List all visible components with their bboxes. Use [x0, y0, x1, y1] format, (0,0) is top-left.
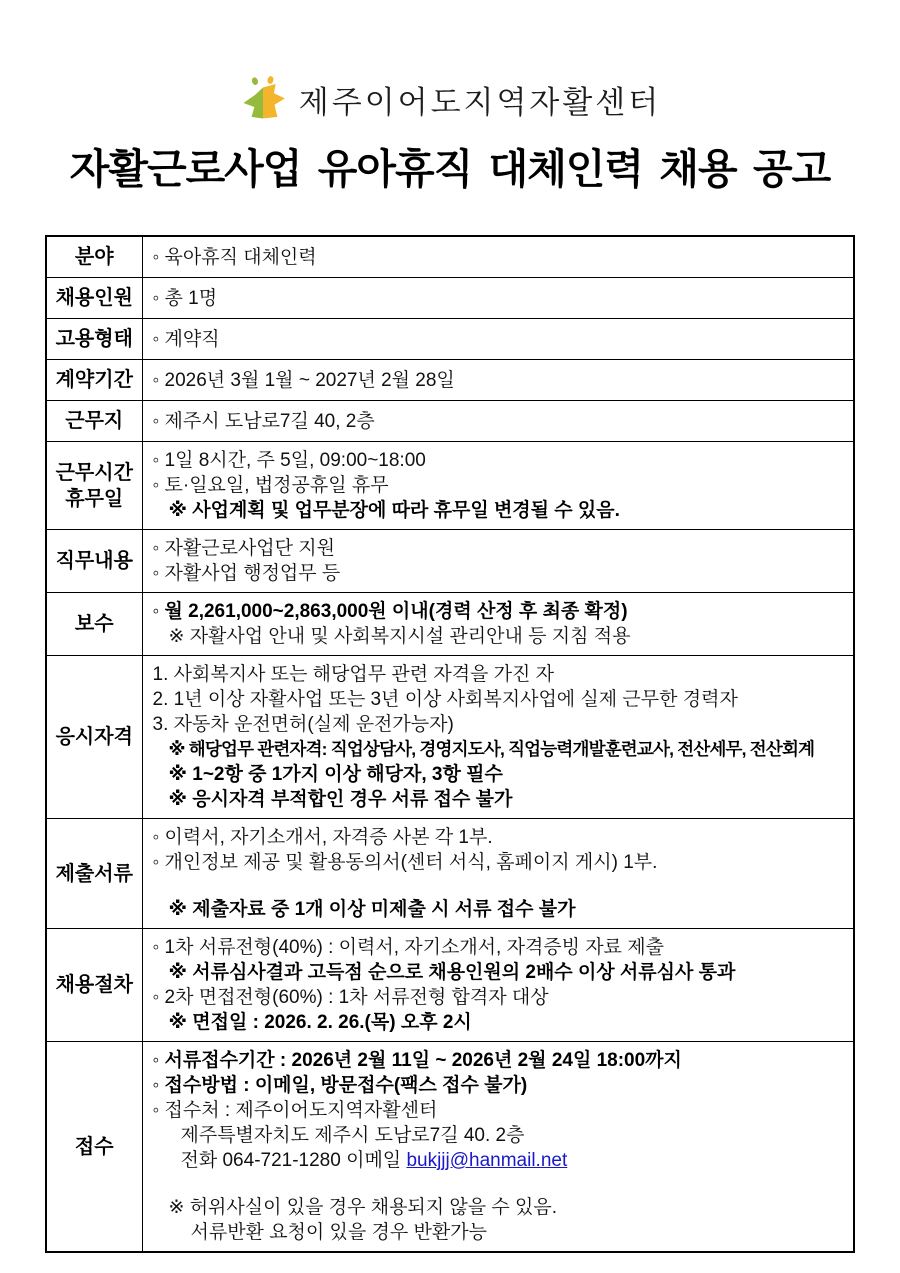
row-content — [142, 929, 854, 1042]
sprout-figure-logo-icon — [239, 76, 287, 122]
email-link[interactable]: bukjjj@hanmail.net — [406, 1150, 568, 1171]
row-content — [142, 442, 854, 530]
content-line: ◦ 자활근로사업단 지원 — [152, 538, 335, 559]
content-line: ◦ 이력서, 자기소개서, 자격증 사본 각 1부. — [152, 827, 493, 848]
content-line: ◦ 자활사업 행정업무 등 — [152, 563, 341, 584]
notice-table — [45, 235, 855, 1253]
row-label: 근무시간 휴무일 — [46, 442, 142, 530]
row-content — [142, 319, 854, 360]
content-line: ◦ 접수방법 : 이메일, 방문접수(팩스 접수 불가) — [152, 1075, 528, 1096]
table-row — [46, 1042, 854, 1253]
page-title: 자활근로사업 유아휴직 대체인력 채용 공고 — [69, 146, 831, 192]
content-line: ※ 사업계획 및 업무분장에 따라 휴무일 변경될 수 있음. — [168, 500, 620, 521]
row-label: 응시자격 — [46, 656, 142, 819]
table-row — [46, 593, 854, 656]
row-label: 분야 — [46, 236, 142, 278]
table-row — [46, 360, 854, 401]
content-line: ◦ 토·일요일, 법정공휴일 휴무 — [152, 475, 389, 496]
table-row — [46, 530, 854, 593]
content-line: 서류반환 요청이 있을 경우 반환가능 — [190, 1222, 487, 1243]
row-label: 계약기간 — [46, 360, 142, 401]
content-line: ◦ 계약직 — [152, 328, 220, 350]
row-content — [142, 1042, 854, 1253]
notice-table-body — [46, 236, 854, 1252]
content-line: 3. 자동차 운전면허(실제 운전가능자) — [152, 714, 454, 735]
content-line: 전화 064-721-1280 이메일 bukjjj@hanmail.net — [180, 1150, 568, 1171]
content-line: ◦ 접수처 : 제주이어도지역자활센터 — [152, 1100, 438, 1121]
blank-line — [153, 1173, 848, 1195]
table-row — [46, 929, 854, 1042]
row-content — [142, 819, 854, 929]
row-label: 제출서류 — [46, 819, 142, 929]
table-row — [46, 401, 854, 442]
content-line: ◦ 개인정보 제공 및 활용동의서(센터 서식, 홈페이지 게시) 1부. — [152, 852, 658, 873]
content-line: ※ 허위사실이 있을 경우 채용되지 않을 수 있음. — [168, 1197, 558, 1218]
table-row — [46, 819, 854, 929]
org-header — [0, 74, 900, 124]
row-content — [142, 360, 854, 401]
content-line: 1. 사회복지사 또는 해당업무 관련 자격을 가진 자 — [152, 664, 555, 685]
table-row — [46, 278, 854, 319]
table-row — [46, 442, 854, 530]
content-line: ◦ 제주시 도남로7길 40, 2층 — [152, 410, 375, 432]
content-line: 제주특별자치도 제주시 도남로7길 40. 2층 — [180, 1125, 525, 1146]
row-label: 채용절차 — [46, 929, 142, 1042]
row-content — [142, 236, 854, 278]
org-name: 제주이어도지역자활센터 — [298, 84, 662, 120]
content-line: 2. 1년 이상 자활사업 또는 3년 이상 사회복지사업에 실제 근무한 경력자 — [152, 689, 738, 710]
content-line: ◦ 1일 8시간, 주 5일, 09:00~18:00 — [152, 450, 426, 471]
content-line: ◦ 2026년 3월 1월 ~ 2027년 2월 28일 — [152, 369, 455, 391]
blank-line — [153, 875, 848, 897]
row-label: 근무지 — [46, 401, 142, 442]
table-row — [46, 656, 854, 819]
content-line: ※ 해당업무 관련자격: 직업상담사, 경영지도사, 직업능력개발훈련교사, 전산세무, 전산회계 — [168, 739, 815, 759]
content-line: ◦ 2차 면접전형(60%) : 1차 서류전형 합격자 대상 — [152, 987, 549, 1008]
content-line: ◦ 월 2,261,000~2,863,000원 이내(경력 산정 후 최종 확정) — [152, 601, 628, 622]
row-label: 고용형태 — [46, 319, 142, 360]
row-content — [142, 593, 854, 656]
row-label: 직무내용 — [46, 530, 142, 593]
content-line: ◦ 총 1명 — [152, 287, 218, 309]
row-label: 보수 — [46, 593, 142, 656]
content-line: ※ 응시자격 부적합인 경우 서류 접수 불가 — [168, 789, 513, 810]
content-line: ◦ 1차 서류전형(40%) : 이력서, 자기소개서, 자격증빙 자료 제출 — [152, 937, 664, 958]
row-content — [142, 656, 854, 819]
row-content — [142, 401, 854, 442]
content-line: ※ 제출자료 중 1개 이상 미제출 시 서류 접수 불가 — [168, 899, 576, 920]
row-label: 접수 — [46, 1042, 142, 1253]
row-label: 채용인원 — [46, 278, 142, 319]
content-line: ◦ 육아휴직 대체인력 — [152, 246, 317, 268]
table-row — [46, 319, 854, 360]
table-row — [46, 236, 854, 278]
content-line: ※ 자활사업 안내 및 사회복지시설 관리안내 등 지침 적용 — [168, 626, 631, 647]
content-line: ※ 서류심사결과 고득점 순으로 채용인원의 2배수 이상 서류심사 통과 — [168, 962, 736, 983]
content-line: ※ 면접일 : 2026. 2. 26.(목) 오후 2시 — [168, 1012, 472, 1033]
content-line: ※ 1~2항 중 1가지 이상 해당자, 3항 필수 — [168, 764, 503, 785]
row-content — [142, 278, 854, 319]
row-content — [142, 530, 854, 593]
content-line: ◦ 서류접수기간 : 2026년 2월 11일 ~ 2026년 2월 24일 18:00까지 — [152, 1050, 682, 1071]
